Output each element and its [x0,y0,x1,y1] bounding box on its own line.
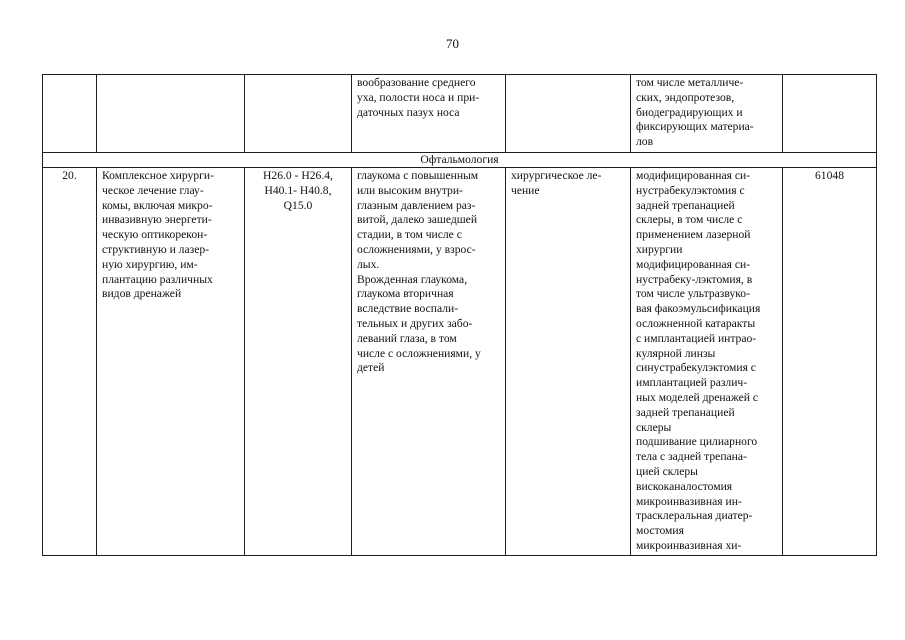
text-line: ческую оптикорекон- [102,228,208,242]
text-line: склеры, в том числе с [636,213,743,227]
page-number: 70 [446,36,459,51]
text-line: лов [636,135,654,149]
text-line: глазным давлением раз- [357,198,476,212]
text-line: Комплексное хирурги- [102,169,214,182]
text-line: хирургическое ле- [511,169,602,182]
text-line: ную хирургию, им- [102,257,198,271]
cell-cost [783,75,877,153]
text-line: Врожденная глаукома, [357,272,468,286]
text-line: леваний глаза, в том [357,331,457,345]
text-line: имплантацией различ- [636,376,748,390]
cell-cost: 61048 [783,168,877,556]
document-table [42,74,877,556]
text-line: детей [357,361,385,375]
text-line: синустрабекулэктомия с [636,361,756,375]
text-line: комы, включая микро- [102,198,213,212]
text-line: ских, эндопротезов, [636,90,735,104]
cell-number [43,75,97,153]
section-title: Офтальмология [43,153,877,168]
text-line: чение [511,183,540,197]
cell-codes [245,75,352,153]
text-line: цией склеры [636,464,698,478]
text-line: вискоканалостомия [636,479,733,493]
cell-treatment [506,75,631,153]
text-line: подшивание цилиарного [636,435,758,449]
text-line: трасклеральная диатер- [636,509,753,523]
text-line: плантацию различных [102,272,213,286]
text-line: видов дренажей [102,287,182,301]
cell-codes [245,168,352,556]
text-lines [357,76,500,120]
text-line: Q15.0 [283,198,313,212]
text-line: вообразование среднего [357,76,476,89]
text-line: лых. [357,257,380,271]
text-line: уха, полости носа и при- [357,90,480,104]
text-line: том числе ультразвуко- [636,287,750,301]
cell-patient-model [352,75,506,153]
cell-profile [97,75,245,153]
text-line: вая факоэмульсификация [636,302,761,316]
text-line: с имплантацией интрао- [636,331,757,345]
table-section-row [43,153,877,168]
text-line: хирургии [636,242,683,256]
cell-method [631,75,783,153]
text-lines [636,76,777,150]
text-line: мостомия [636,524,684,538]
text-line: применением лазерной [636,228,751,242]
text-lines [357,169,500,376]
text-line: кулярной линзы [636,346,716,360]
text-line: модифицированная си- [636,257,751,271]
text-line: модифицированная си- [636,169,751,182]
text-line: инвазивную энергети- [102,213,212,227]
text-line: нустрабеку-лэктомия, в [636,272,753,286]
text-line: том числе металличе- [636,76,744,89]
table-row-continuation [43,75,877,153]
text-lines [102,169,239,302]
text-line: ческое лечение глау- [102,183,204,197]
text-line: глаукома с повышенным [357,169,479,182]
text-lines [511,169,625,199]
text-line: или высоким внутри- [357,183,463,197]
text-line: тела с задней трепана- [636,450,747,464]
cell-method [631,168,783,556]
text-line: вследствие воспали- [357,302,459,316]
text-line: склеры [636,420,672,434]
text-line: нустрабекулэктомия с [636,183,745,197]
text-line: даточных пазух носа [357,105,460,119]
text-line: задней трепанацией [636,405,735,419]
text-line: стадии, в том числе с [357,228,462,242]
text-line: витой, далеко зашедшей [357,213,478,227]
text-line: фиксирующих материа- [636,120,754,134]
text-line: тельных и других забо- [357,316,473,330]
cell-profile [97,168,245,556]
text-line: микроинвазивная хи- [636,538,742,552]
table-row [43,168,877,556]
text-line: числе с осложнениями, у [357,346,481,360]
text-line: биодеградирующих и [636,105,743,119]
text-line: H26.0 - H26.4, [263,169,333,182]
cell-patient-model [352,168,506,556]
text-line: осложнениями, у взрос- [357,242,476,256]
row-number: 20. [43,168,97,556]
cell-treatment [506,168,631,556]
text-line: структивную и лазер- [102,242,209,256]
text-lines [636,169,777,554]
text-line: микроинвазивная ин- [636,494,742,508]
text-line: глаукома вторичная [357,287,454,301]
text-line: осложненной катаракты [636,316,756,330]
text-lines [250,169,346,213]
text-line: H40.1- H40.8, [264,183,332,197]
text-line: ных моделей дренажей с [636,390,759,404]
text-line: задней трепанацией [636,198,735,212]
